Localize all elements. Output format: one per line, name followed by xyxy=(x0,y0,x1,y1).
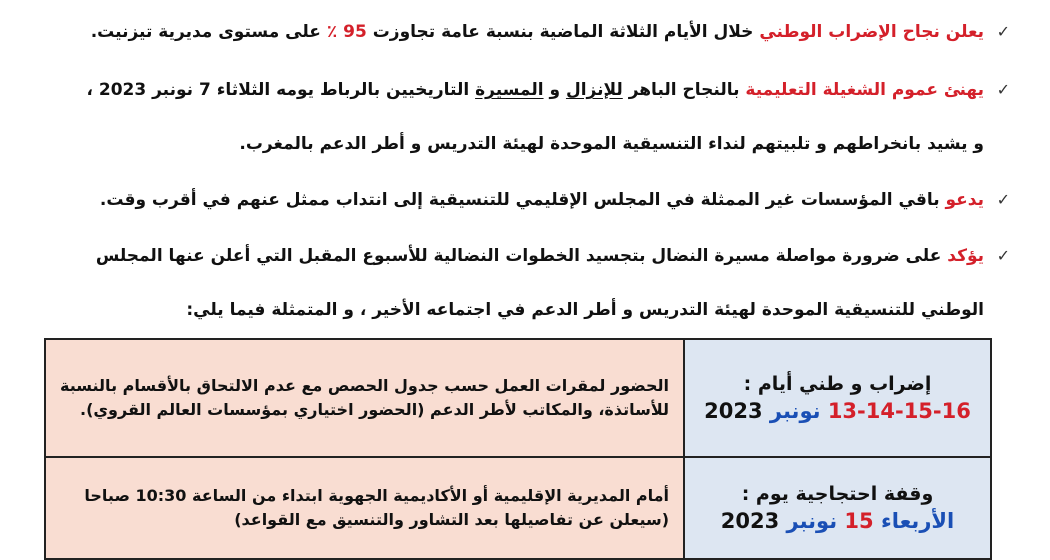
action-type-cell xyxy=(684,457,991,559)
action-date-year: 2023 xyxy=(704,399,763,423)
table-row xyxy=(45,339,991,457)
action-date-day: 15 xyxy=(844,509,874,533)
action-description-line: للأساتذة، والمكاتب لأطر الدعم (الحضور اختياري بمؤسسات العالم القروي). xyxy=(79,400,670,419)
percentage: 95 ٪ xyxy=(326,22,367,42)
item-text: و يشيد بانخراطهم و تلبيتهم لنداء التنسيقية الموحدة لهيئة التدريس و أطر الدعم بالمغرب. xyxy=(239,134,984,154)
item-text: الوطني للتنسيقية الموحدة لهيئة التدريس و أطر الدعم في اجتماعه الأخير ، و المتمثلة فيما يلي: xyxy=(186,300,984,320)
action-date xyxy=(695,399,980,423)
action-title: وقفة احتجاجية يوم : xyxy=(741,483,934,505)
statement-item-2 xyxy=(40,80,1010,100)
item-underlined: للإنزال xyxy=(565,80,623,100)
item-lead: يؤكد xyxy=(947,246,984,266)
item-text: بالنجاح الباهر xyxy=(622,80,746,100)
checkmark-icon: ✓ xyxy=(996,190,1010,209)
action-date xyxy=(695,509,980,533)
action-date-month: نونبر xyxy=(786,509,838,533)
action-description-line: الحضور لمقرات العمل حسب جدول الحصص مع عدم الالتحاق بالأقسام بالنسبة xyxy=(60,376,670,395)
action-description-line: (سيعلن عن تفاصيلها بعد التشاور والتنسيق مع القواعد) xyxy=(234,510,670,529)
item-lead: يعلن نجاح الإضراب الوطني xyxy=(759,22,984,42)
actions-table xyxy=(44,338,992,560)
statement-item-3 xyxy=(40,190,1010,210)
item-lead: يدعو xyxy=(945,190,984,210)
action-title: إضراب و طني أيام : xyxy=(743,373,932,395)
item-text: التاريخيين بالرباط يومه الثلاثاء 7 نونبر 2023 ، xyxy=(86,80,476,100)
item-lead: يهنئ عموم الشغيلة التعليمية xyxy=(745,80,984,100)
statement-item-1 xyxy=(40,22,1010,42)
statement-item-2-continuation xyxy=(40,134,984,154)
item-text: و xyxy=(543,80,566,100)
action-date-days: 13-14-15-16 xyxy=(827,399,971,423)
table-row xyxy=(45,457,991,559)
statement-item-4 xyxy=(40,246,1010,266)
item-text: باقي المؤسسات غير الممثلة في المجلس الإقليمي للتنسيقية إلى انتداب ممثل عنهم في أقرب وقت. xyxy=(99,190,946,210)
checkmark-icon: ✓ xyxy=(996,22,1010,41)
action-description-line: أمام المديرية الإقليمية أو الأكاديمية الجهوية ابتداء من الساعة 10:30 صباحا xyxy=(84,486,670,505)
item-text: خلال الأيام الثلاثة الماضية بنسبة عامة تجاوزت xyxy=(366,22,760,42)
action-date-month: نونبر xyxy=(769,399,821,423)
action-description-cell xyxy=(45,457,684,559)
checkmark-icon: ✓ xyxy=(996,246,1010,265)
action-date-year: 2023 xyxy=(720,509,780,533)
action-description-cell xyxy=(45,339,684,457)
action-date-weekday: الأربعاء xyxy=(880,509,955,533)
item-underlined: المسيرة xyxy=(475,80,544,100)
statement-item-4-continuation xyxy=(40,300,984,320)
item-text: على مستوى مديرية تيزنيت. xyxy=(90,22,327,42)
item-text: على ضرورة مواصلة مسيرة النضال بتجسيد الخطوات النضالية للأسبوع المقبل التي أعلن عنها المجلس xyxy=(95,246,948,266)
action-type-cell xyxy=(684,339,991,457)
checkmark-icon: ✓ xyxy=(996,80,1010,99)
